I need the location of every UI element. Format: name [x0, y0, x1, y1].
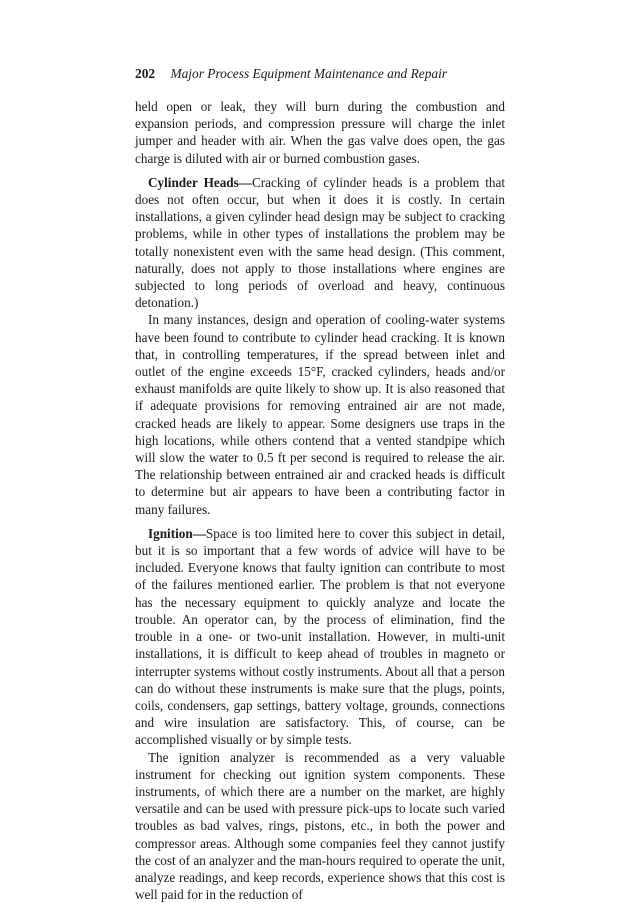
running-title: Major Process Equipment Maintenance and Repair	[170, 66, 448, 81]
paragraph-cooling-water	[135, 311, 505, 517]
paragraph-text: held open or leak, they will burn during the combustion and expansion periods, and compression pressure will charge the inlet jumper and header with air. When the gas valve does open, the gas charge is diluted with air or burned combustion gases.	[135, 99, 505, 166]
body-text	[135, 98, 505, 903]
paragraph-text: The ignition analyzer is recommended as a very valuable instrument for checking out ignition system components. These instruments, of which there are a number on the market, are highly versatile and can be used with pressure pick-ups to locate such varied troubles as bad valves, rings, pistons, etc., in both the power and compressor areas. Although some companies feel they cannot justify the cost of an analyzer and the man-hours required to operate the unit, analyze readings, and keep records, experience shows that this cost is well paid for in the reduction of	[135, 749, 505, 903]
paragraph-cylinder-heads	[135, 174, 505, 312]
run-in-heading-ignition: Ignition—	[148, 525, 206, 541]
paragraph-text: Cracking of cylinder heads is a problem that does not often occur, but when it does it is costly. In certain installations, a given cylinder head design may be subject to cracking problems, while in other types of installations the problem may be totally nonexistent even with the same head design. (This comment, naturally, does not apply to those installations where engines are subjected to long periods of overload and heavy, continuous detonation.)	[135, 174, 505, 311]
paragraph-ignition	[135, 525, 505, 749]
page-number: 202	[135, 66, 156, 81]
paragraph-ignition-analyzer	[135, 749, 505, 903]
paragraph-text: In many instances, design and operation of cooling-water systems have been found to contribute to cylinder head cracking. It is known that, in controlling temperatures, if the spread between inlet and outlet of the engine exceeds 15°F, cracked cylinders, heads and/or exhaust manifolds are quite likely to show up. It is also reasoned that if adequate provisions for removing entrained air are not made, cracked heads are likely to appear. Some designers use traps in the high locations, while others contend that a vented standpipe which will slow the water to 0.5 ft per second is required to release the air. The relationship between entrained air and cracked heads is difficult to determine but air appears to have been a contributing factor in many failures.	[135, 312, 505, 517]
paragraph-text: Space is too limited here to cover this subject in detail, but it is so important that a few words of advice will have to be included. Everyone knows that faulty ignition can contribute to most of the failures mentioned earlier. The problem is that not everyone has the necessary equipment to quickly analyze and locate the trouble. An operator can, by the process of elimination, find the trouble in a one- or two-unit installation. However, in multi-unit installations, it is difficult to keep ahead of troubles in magneto or interrupter systems without costly instruments. About all that a person can do without these instruments is make sure that the plugs, points, coils, condensers, gap settings, battery voltage, grounds, connections and wire insulation are satisfactory. This, of course, can be accomplished visually or by simple tests.	[135, 525, 505, 748]
run-in-heading-cylinder-heads: Cylinder Heads—	[148, 174, 252, 190]
page-header	[135, 66, 447, 82]
paragraph-continued	[135, 98, 505, 167]
